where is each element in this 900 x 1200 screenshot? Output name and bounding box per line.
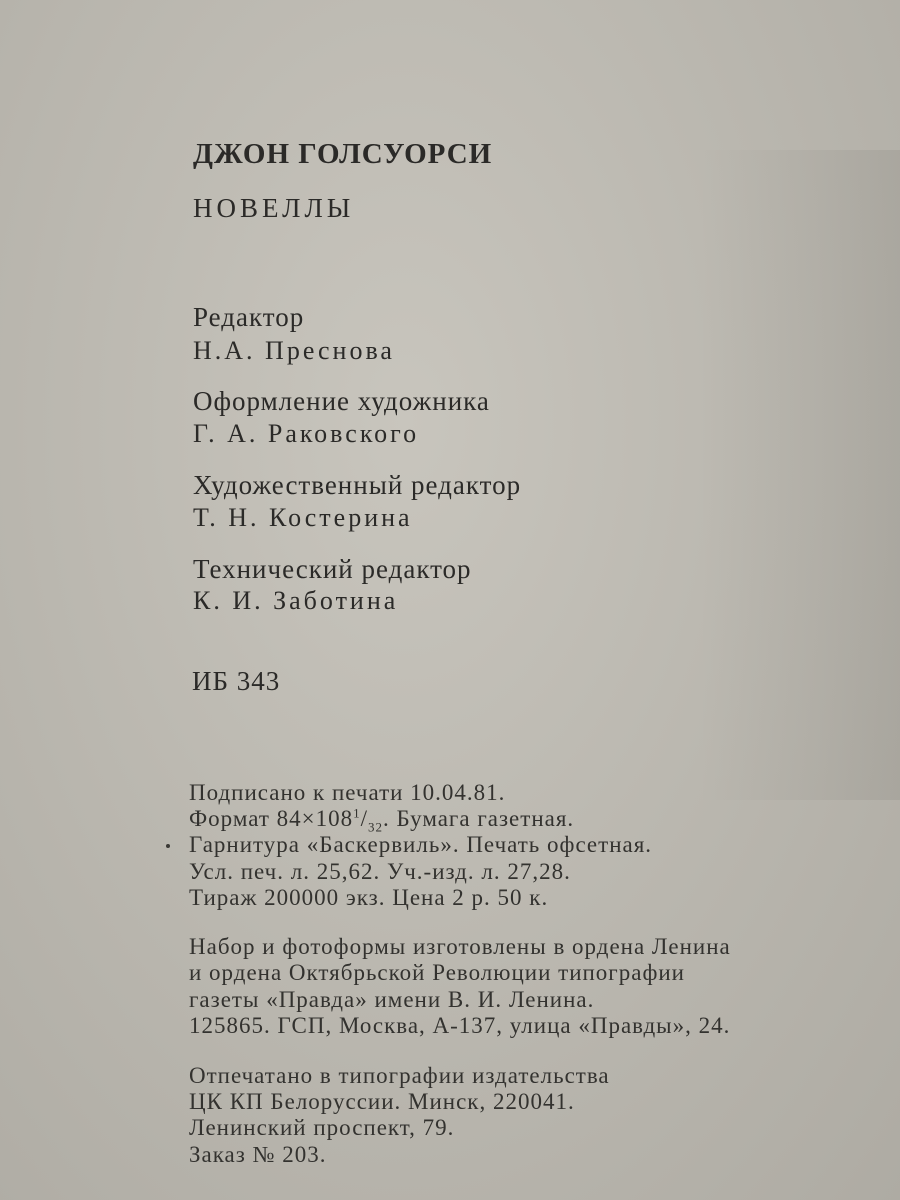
printed-at-line-2: ЦК КП Белоруссии. Минск, 220041. <box>189 1089 575 1114</box>
book-author: ДЖОН ГОЛСУОРСИ <box>193 138 493 170</box>
printer-line-1: Набор и фотоформы изготовлены в ордена Ленина <box>189 934 731 959</box>
page-shadow <box>700 150 900 800</box>
printed-at-line-4: Заказ № 203. <box>189 1142 327 1167</box>
print-format-suffix: . Бумага газетная. <box>383 806 575 831</box>
ink-dot <box>166 844 170 848</box>
print-typeface: Гарнитура «Баскервиль». Печать офсетная. <box>189 832 653 857</box>
credit-name-editor: Н.А. Преснова <box>193 336 395 365</box>
book-title: НОВЕЛЛЫ <box>193 193 355 223</box>
print-signed: Подписано к печати 10.04.81. <box>189 780 506 805</box>
credit-name-designer: Г. А. Раковского <box>193 419 420 448</box>
printer-line-4: 125865. ГСП, Москва, А-137, улица «Правды», 24. <box>189 1013 731 1038</box>
print-sheets: Усл. печ. л. 25,62. Уч.-изд. л. 27,28. <box>189 859 571 884</box>
print-format-numerator: 1 <box>353 805 361 821</box>
credit-role-tech-editor: Технический редактор <box>193 554 472 584</box>
credit-role-art-editor: Художественный редактор <box>193 470 522 500</box>
print-format: Формат $84\times 108^1/_{32}$. Бумага газетная. <box>189 805 575 835</box>
printer-line-3: газеты «Правда» имени В. И. Ленина. <box>189 987 595 1012</box>
credit-name-art-editor: Т. Н. Костерина <box>193 503 413 532</box>
printer-line-2: и ордена Октябрьской Революции типографии <box>189 960 685 985</box>
printed-at-line-1: Отпечатано в типографии издательства <box>189 1063 610 1088</box>
credit-name-tech-editor: К. И. Заботина <box>193 586 399 615</box>
print-format-prefix: Формат 84×108 <box>189 806 354 831</box>
printed-at-line-3: Ленинский проспект, 79. <box>189 1115 455 1140</box>
print-format-denominator: 32 <box>368 819 383 835</box>
credit-role-designer: Оформление художника <box>193 386 490 416</box>
credit-role-editor: Редактор <box>193 302 305 332</box>
print-circulation: Тираж 200000 экз. Цена 2 р. 50 к. <box>189 885 549 910</box>
ib-number: ИБ 343 <box>192 666 281 696</box>
